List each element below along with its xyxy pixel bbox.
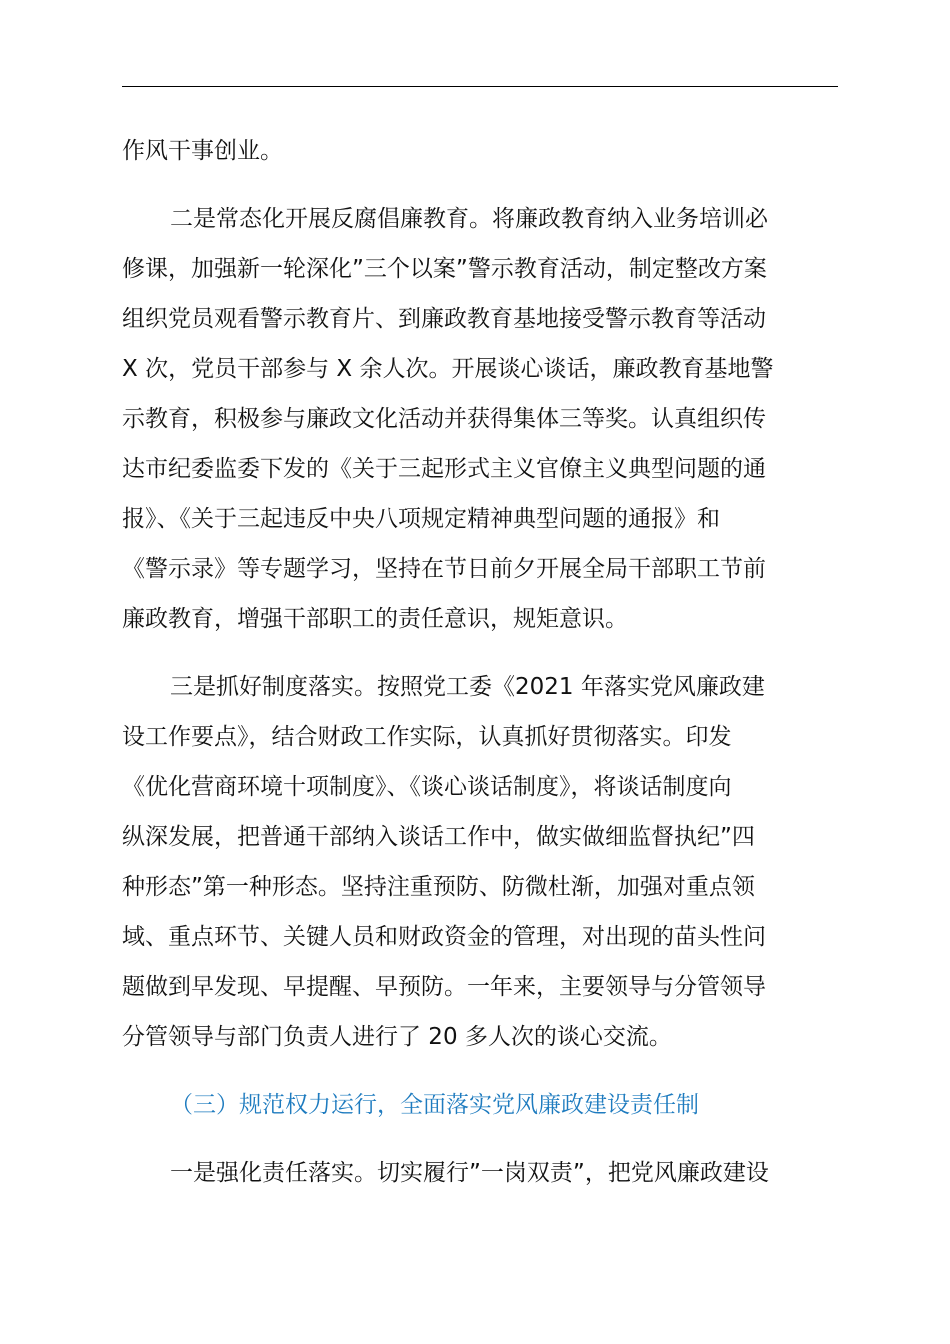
text-line: 廉政教育，增强干部职工的责任意识，规矩意识。 xyxy=(122,606,628,632)
text-line: 《警示录》等专题学习，坚持在节日前夕开展全局干部职工节前 xyxy=(122,556,766,582)
text-line: 设工作要点》，结合财政工作实际，认真抓好贯彻落实。印发 xyxy=(122,724,732,750)
text-line: 三是抓好制度落实。按照党工委《2021 年落实党风廉政建 xyxy=(170,674,765,700)
header-rule xyxy=(122,86,838,87)
text-line: 题做到早发现、早提醒、早预防。一年来，主要领导与分管领导 xyxy=(122,974,766,1000)
text-line: 作风干事创业。 xyxy=(122,138,283,164)
document-body xyxy=(122,133,838,1205)
text-line: 一是强化责任落实。切实履行”一岗双责”，把党风廉政建设 xyxy=(170,1160,769,1186)
text-line: 二是常态化开展反腐倡廉教育。将廉政教育纳入业务培训必 xyxy=(170,206,768,232)
text-line: 示教育，积极参与廉政文化活动并获得集体三等奖。认真组织传 xyxy=(122,406,766,432)
section-heading: （三）规范权力运行，全面落实党风廉政建设责任制 xyxy=(170,1092,699,1118)
text-line: X 次，党员干部参与 X 余人次。开展谈心谈话，廉政教育基地警 xyxy=(122,356,774,382)
text-line: 分管领导与部门负责人进行了 20 多人次的谈心交流。 xyxy=(122,1024,672,1050)
text-line: 域、重点环节、关键人员和财政资金的管理，对出现的苗头性问 xyxy=(122,924,766,950)
text-line: 修课，加强新一轮深化”三个以案”警示教育活动，制定整改方案 xyxy=(122,256,767,282)
text-line: 纵深发展，把普通干部纳入谈话工作中，做实做细监督执纪”四 xyxy=(122,824,755,850)
text-line: 《优化营商环境十项制度》、《谈心谈话制度》，将谈话制度向 xyxy=(122,774,732,800)
text-line: 组织党员观看警示教育片、到廉政教育基地接受警示教育等活动 xyxy=(122,306,766,332)
text-line: 报》、《关于三起违反中央八项规定精神典型问题的通报》和 xyxy=(122,506,720,532)
text-line: 种形态”第一种形态。坚持注重预防、防微杜渐，加强对重点领 xyxy=(122,874,755,900)
text-line: 达市纪委监委下发的《关于三起形式主义官僚主义典型问题的通 xyxy=(122,456,766,482)
